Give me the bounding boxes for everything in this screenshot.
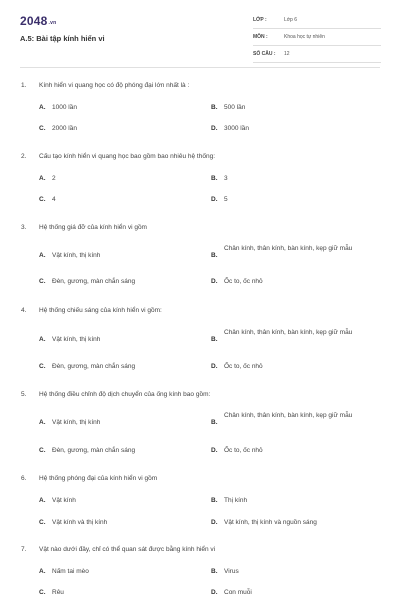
- option-text: 2000 lần: [52, 125, 77, 132]
- option-letter: C.: [39, 519, 46, 526]
- option-letter: B.: [211, 497, 218, 504]
- meta-label: MÔN :: [253, 34, 268, 40]
- meta-row-subject: [253, 32, 381, 46]
- option-text: 2: [52, 175, 56, 182]
- option-text: 5: [224, 196, 228, 203]
- meta-value: Lớp 6: [284, 17, 298, 23]
- option-letter: C.: [39, 589, 46, 596]
- option-letter: C.: [39, 196, 46, 203]
- option-text: 3: [224, 175, 228, 182]
- meta-value: 12: [284, 51, 290, 57]
- option-letter: A.: [39, 252, 46, 259]
- question-prompt: Hệ thống phóng đại của kính hiển vi gồm: [39, 475, 158, 482]
- option-letter: B.: [211, 568, 218, 575]
- meta-row-question-count: [253, 49, 381, 63]
- question-prompt: Kính hiển vi quang học có độ phóng đại lớn nhất là :: [39, 82, 190, 89]
- question-prompt: Vật nào dưới đây, chỉ có thể quan sát được bằng kính hiển vi: [39, 546, 216, 553]
- question-prompt: Hệ thống chiếu sáng của kính hiển vi gồm:: [39, 307, 162, 314]
- option-letter: A.: [39, 497, 46, 504]
- option-text: 4: [52, 196, 56, 203]
- meta-row-grade: [253, 15, 381, 29]
- option-letter: B.: [211, 252, 218, 259]
- option-text: Chân kính, thân kính, bàn kính, kẹp giữ mẫu: [224, 412, 353, 419]
- question-text: [21, 224, 147, 231]
- question-prompt: Hệ thống điều chỉnh độ dịch chuyển của ống kính bao gồm:: [39, 391, 211, 398]
- option-text: Vật kính, thị kính và nguồn sáng: [224, 519, 317, 526]
- option-letter: D.: [211, 196, 218, 203]
- option-letter: D.: [211, 278, 218, 285]
- option-text: Vật kính: [52, 497, 76, 504]
- option-letter: C.: [39, 447, 46, 454]
- option-letter: C.: [39, 125, 46, 132]
- option-letter: D.: [211, 125, 218, 132]
- option-letter: A.: [39, 568, 46, 575]
- logo-text: 2048: [20, 14, 48, 28]
- question-text: [21, 475, 157, 482]
- question-text: [21, 546, 215, 553]
- option-text: Ốc to, ốc nhỏ: [224, 363, 263, 370]
- option-text: Nấm tai mèo: [52, 568, 89, 575]
- option-letter: D.: [211, 363, 218, 370]
- worksheet-meta: [253, 15, 381, 66]
- option-text: 3000 lần: [224, 125, 249, 132]
- question-number: 4.: [21, 307, 27, 314]
- option-letter: D.: [211, 519, 218, 526]
- question-prompt: Hệ thống giá đỡ của kính hiển vi gồm: [39, 224, 147, 231]
- option-text: Vật kính, thị kính: [52, 252, 101, 259]
- option-text: Chân kính, thân kính, bàn kính, kẹp giữ mẫu: [224, 329, 353, 336]
- option-text: Đèn, gương, màn chắn sáng: [52, 363, 136, 370]
- option-letter: A.: [39, 419, 46, 426]
- option-letter: A.: [39, 336, 46, 343]
- option-letter: B.: [211, 336, 218, 343]
- logo-suffix: .vn: [48, 20, 57, 26]
- question-number: 2.: [21, 153, 27, 160]
- question-number: 5.: [21, 391, 27, 398]
- option-letter: C.: [39, 363, 46, 370]
- question-number: 3.: [21, 224, 27, 231]
- question-number: 1.: [21, 82, 27, 89]
- document-title: A.5: Bài tập kính hiển vi: [20, 34, 105, 43]
- meta-value: Khoa học tự nhiên: [284, 34, 325, 40]
- option-text: 500 lần: [224, 104, 246, 111]
- option-letter: D.: [211, 447, 218, 454]
- meta-label: LỚP :: [253, 17, 267, 23]
- question-text: [21, 153, 215, 160]
- option-text: Đèn, gương, màn chắn sáng: [52, 278, 136, 285]
- option-letter: B.: [211, 175, 218, 182]
- option-text: Virus: [224, 568, 239, 575]
- option-text: 1000 lần: [52, 104, 77, 111]
- option-letter: A.: [39, 175, 46, 182]
- option-letter: C.: [39, 278, 46, 285]
- option-text: Đèn, gương, màn chắn sáng: [52, 447, 136, 454]
- option-text: Vật kính và thị kính: [52, 519, 108, 526]
- option-text: Rêu: [52, 589, 64, 596]
- question-text: [21, 391, 210, 398]
- option-letter: D.: [211, 589, 218, 596]
- option-text: Vật kính, thị kính: [52, 419, 101, 426]
- question-text: [21, 307, 162, 314]
- site-logo[interactable]: [20, 14, 56, 28]
- meta-label: SỐ CÂU :: [253, 51, 276, 57]
- option-text: Ốc to, ốc nhỏ: [224, 447, 263, 454]
- option-text: Chân kính, thân kính, bàn kính, kẹp giữ mẫu: [224, 245, 353, 252]
- option-text: Ốc to, ốc nhỏ: [224, 278, 263, 285]
- option-letter: A.: [39, 104, 46, 111]
- worksheet-header: [0, 0, 400, 62]
- option-text: Con muỗi: [224, 589, 252, 596]
- question-number: 6.: [21, 475, 27, 482]
- option-letter: B.: [211, 104, 218, 111]
- option-text: Vật kính, thị kính: [52, 336, 101, 343]
- header-divider: [20, 67, 380, 68]
- question-text: [21, 82, 189, 89]
- option-text: Thị kính: [224, 497, 248, 504]
- question-prompt: Cấu tạo kính hiển vi quang học bao gồm bao nhiêu hệ thống:: [39, 153, 215, 160]
- question-number: 7.: [21, 546, 27, 553]
- option-letter: B.: [211, 419, 218, 426]
